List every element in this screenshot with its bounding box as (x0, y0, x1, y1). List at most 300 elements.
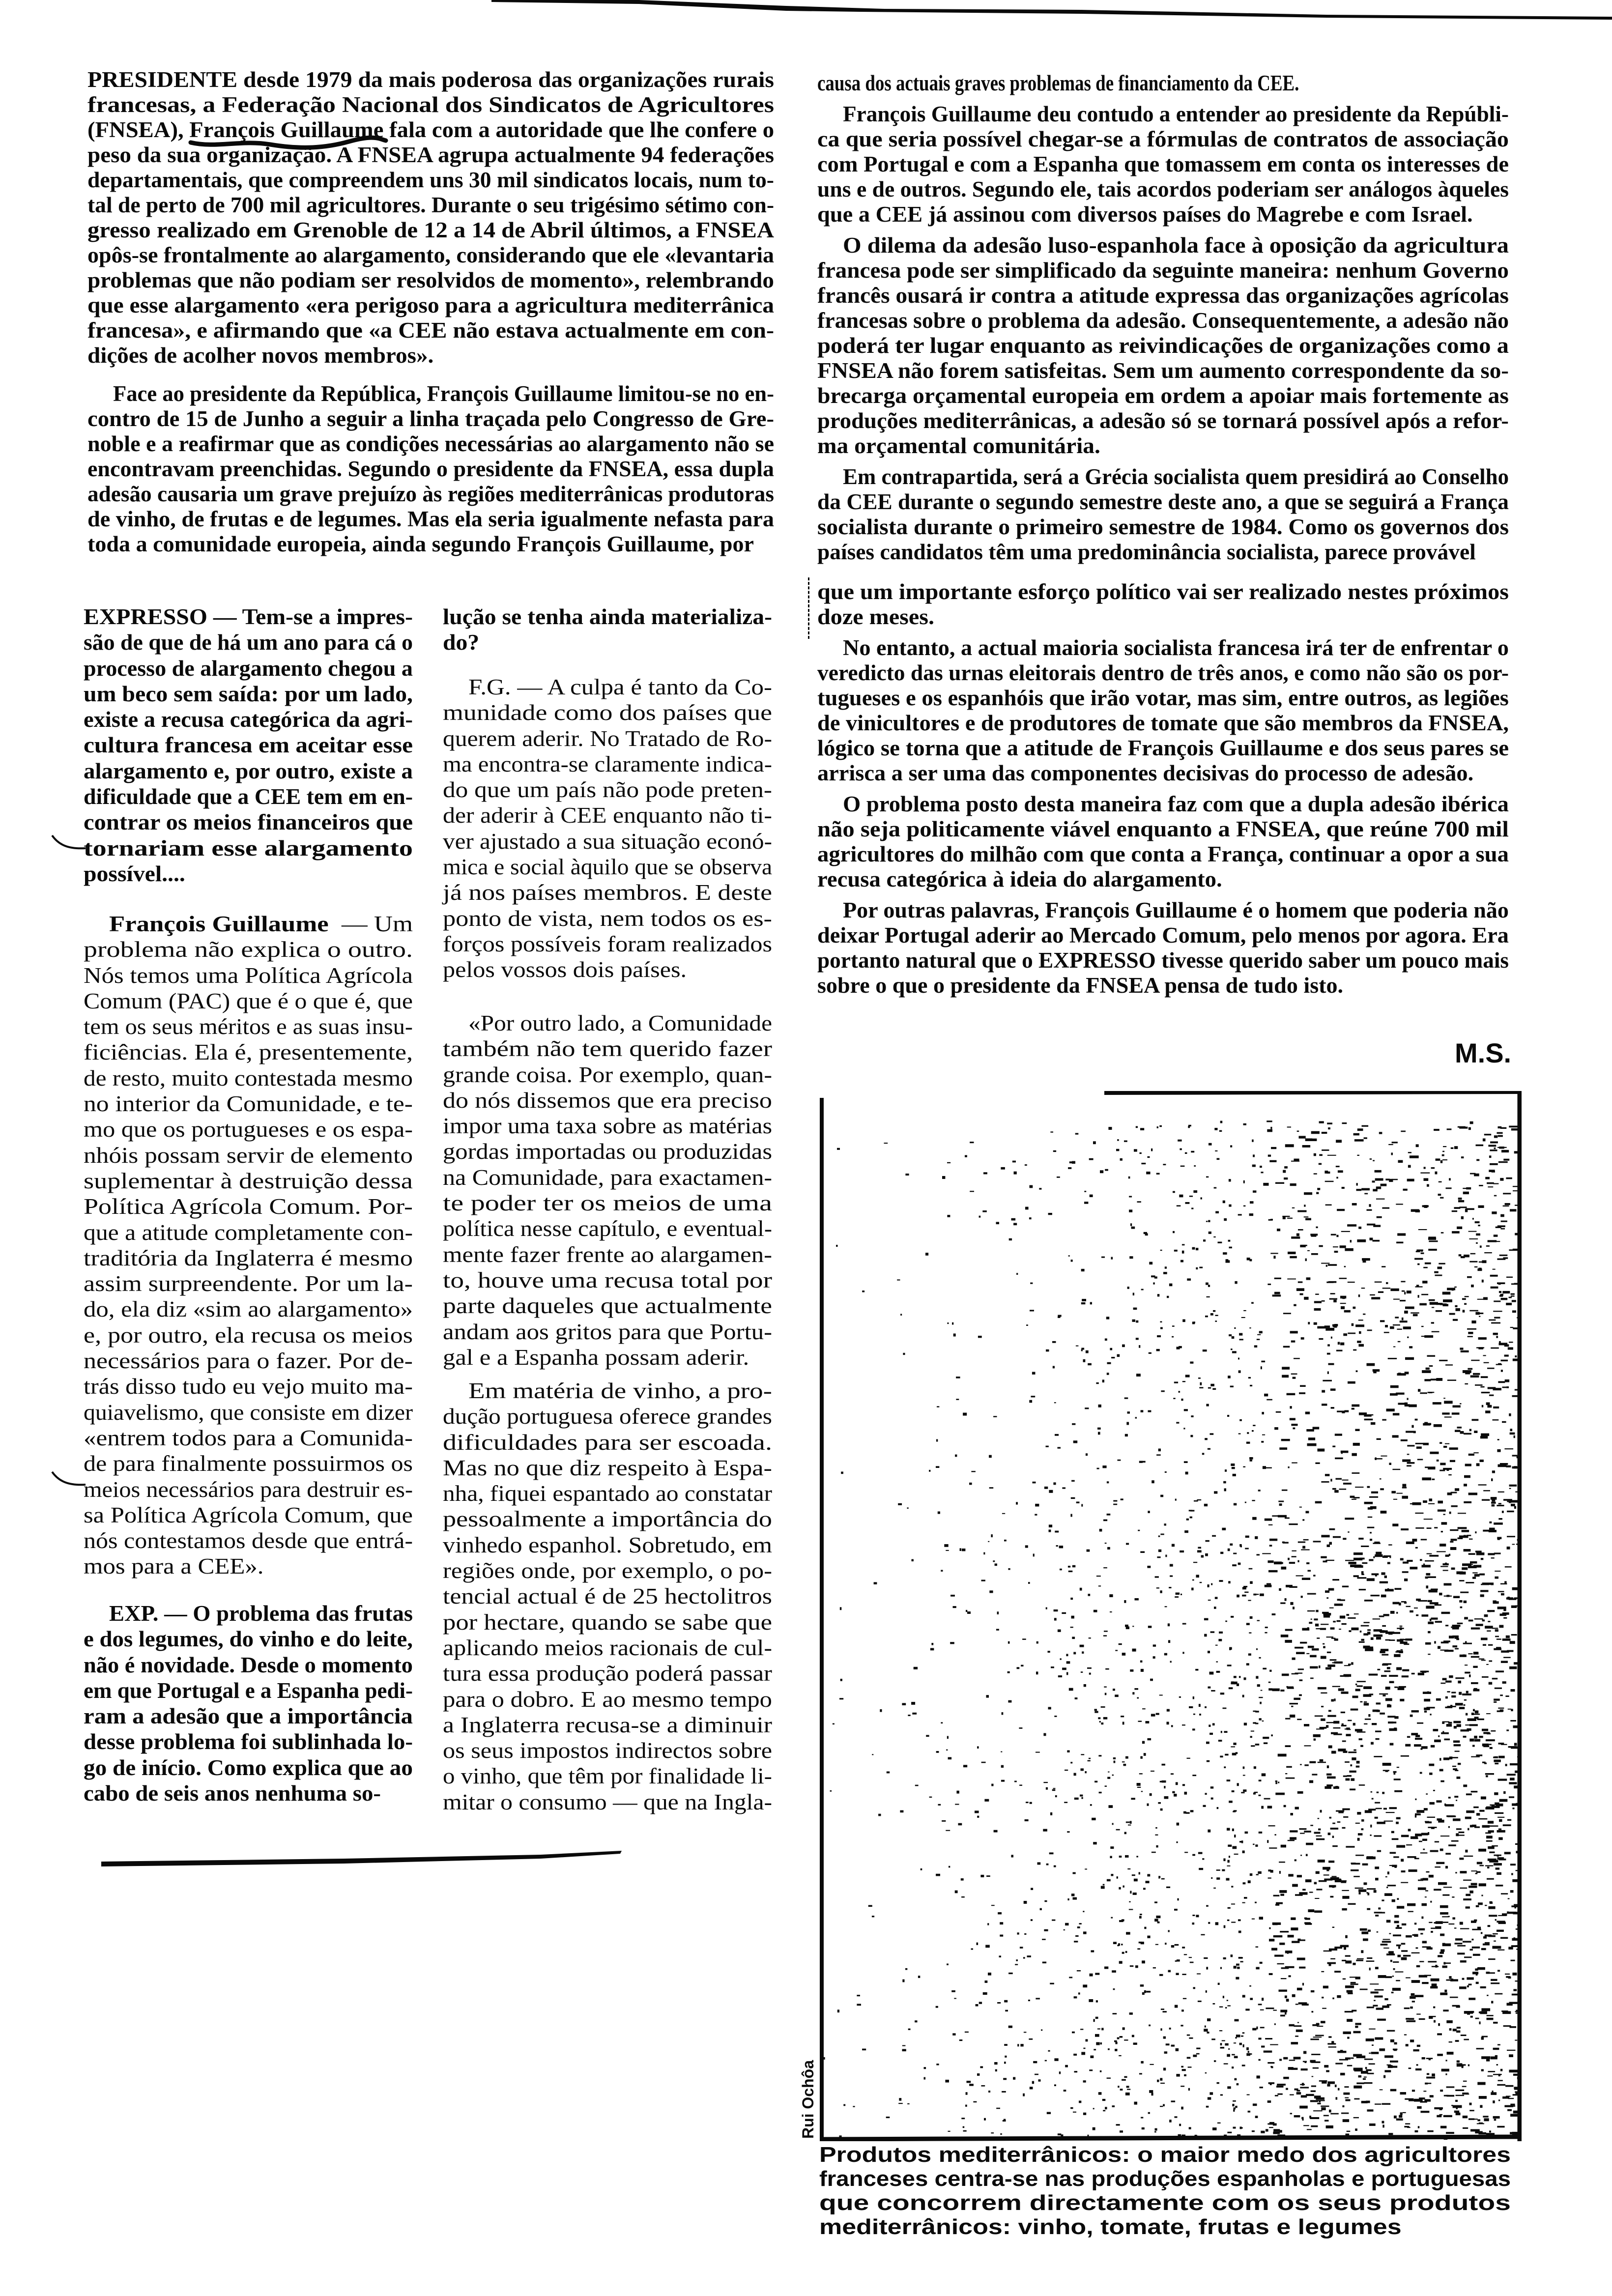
text-line-content: ma encontra-se claramente indica- (443, 751, 773, 776)
intro-paragraph (817, 233, 1509, 459)
text-line-content (109, 911, 413, 937)
text-line-content: causa dos actuais graves problemas de financiamento da CEE. (817, 71, 1299, 95)
intro-paragraph (817, 464, 1509, 565)
text-line-content: deixar Portugal aderir ao Mercado Comum, pelo menos por agora. Era (817, 923, 1509, 947)
text-line-content: do, ela diz «sim ao alargamento» (84, 1296, 413, 1322)
text-line-content: dições de acolher novos membros». (87, 343, 434, 368)
text-line-content: meios necessários para destruir es- (84, 1476, 413, 1502)
text-line (84, 937, 413, 962)
text-line-content: dificuldades para ser escoada. (443, 1429, 772, 1455)
text-line-content: francesa», e afirmando que «a CEE não estava actualmente em con- (87, 318, 775, 343)
text-line (817, 71, 1509, 96)
top-edge-rule (0, 0, 1612, 29)
text-line-content: pelos vossos dois países. (443, 957, 687, 982)
text-line-content: franceses centra-se nas produções espanholas e portuguesas (819, 2167, 1511, 2191)
intro-right-column (817, 71, 1509, 998)
text-line-content: necessários para o fazer. Por de- (84, 1348, 413, 1374)
text-line (443, 1661, 772, 1686)
text-line (817, 333, 1509, 358)
text-line (87, 482, 774, 507)
text-line (443, 1687, 772, 1712)
text-line-content: ficiências. Ela é, presentemente, (84, 1039, 413, 1065)
text-line-content: mo que os portugueses e os espa- (84, 1117, 413, 1142)
text-line-content: do? (443, 630, 480, 655)
text-line (84, 1143, 413, 1168)
photo-grain (823, 1120, 1522, 2140)
text-line-content: «Por outro lado, a Comunidade (468, 1010, 772, 1035)
text-line-content: política nesse capítulo, e eventual- (443, 1216, 772, 1241)
text-line-content: EXP. — O problema das frutas (109, 1601, 413, 1626)
text-line-content: gresso realizado em Grenoble de 12 a 14 de Abril últimos, a FNSEA (87, 218, 774, 242)
text-line-content: no interior da Comunidade, e te- (84, 1091, 413, 1117)
text-line (443, 1242, 772, 1267)
speaker-name: François Guillaume (109, 911, 329, 936)
text-line-content: portanto natural que o EXPRESSO tivesse querido saber um pouco mais (817, 948, 1509, 973)
text-line-content: dução portuguesa oferece grandes (443, 1404, 772, 1429)
text-line (84, 1296, 413, 1322)
text-line-content: francesa pode ser simplificado da seguinte maneira: nenhum Governo (817, 258, 1509, 283)
text-line-content: (FNSEA), François Guillaume fala com a autoridade que lhe confere o (87, 117, 775, 142)
text-line (817, 579, 1509, 604)
text-line-content: contrar os meios financeiros que (84, 809, 413, 835)
text-line (443, 1712, 772, 1738)
text-line (817, 711, 1509, 736)
text-line (87, 67, 774, 92)
text-line-content: der aderir à CEE enquanto não ti- (443, 803, 773, 828)
text-line (817, 923, 1509, 948)
text-line (817, 464, 1509, 489)
text-line (443, 854, 772, 880)
text-line-content: Em contrapartida, será a Grécia socialista quem presidirá ao Conselho (843, 464, 1509, 489)
text-line (84, 1528, 413, 1553)
text-line (817, 761, 1509, 786)
text-line (443, 1532, 772, 1558)
text-line-content: FNSEA não forem satisfeitas. Sem um aumento correspondente da so- (817, 358, 1509, 383)
text-line-content: tencial actual é de 25 hectolitros (443, 1583, 773, 1609)
text-line (87, 268, 774, 293)
text-line (443, 1216, 772, 1241)
intro-paragraph (817, 71, 1509, 96)
text-line (443, 1481, 772, 1506)
text-line-content: da CEE durante o segundo semestre deste ano, a que se seguirá a França (817, 489, 1509, 514)
text-line-content: doze meses. (817, 604, 935, 629)
text-line-content: e dos legumes, do vinho e do leite, (84, 1626, 413, 1652)
text-line-content: traditória da Inglaterra é mesmo (84, 1245, 413, 1270)
text-line (443, 1293, 772, 1319)
text-line-content: adesão causaria um grave prejuízo às regiões mediterrânicas produtoras (87, 482, 774, 506)
text-line (84, 1220, 413, 1245)
text-line (443, 1635, 772, 1661)
text-line (817, 898, 1509, 923)
text-line (443, 1036, 772, 1062)
text-line (443, 957, 772, 982)
text-line-content: pessoalmente a importância do (443, 1506, 772, 1532)
text-line-content: gordas importadas ou produzidas (443, 1139, 773, 1164)
text-line (84, 911, 413, 937)
text-line-content: te poder ter os meios de uma (443, 1190, 772, 1216)
text-line (87, 318, 774, 343)
text-line (84, 1755, 413, 1780)
text-line-content: arrisca a ser uma das componentes decisivas do processo de adesão. (817, 761, 1474, 785)
text-line (84, 1271, 413, 1296)
text-line-content: cultura francesa em aceitar esse (84, 732, 413, 758)
text-line-content: parte daqueles que actualmente (443, 1293, 773, 1319)
text-line-content: vinhedo espanhol. Sobretudo, em (443, 1532, 773, 1557)
text-line (443, 803, 772, 828)
text-line (84, 1553, 413, 1579)
text-line-content: dificuldade que a CEE tem em en- (84, 784, 413, 809)
text-line-content: lógico se torna que a atitude de François Guillaume e dos seus pares se (817, 736, 1509, 760)
text-line (817, 433, 1509, 459)
text-line (87, 193, 774, 218)
text-line-content: produções mediterrânicas, a adesão só se tornará possível após a refor- (817, 408, 1509, 433)
text-line (84, 1065, 413, 1091)
hand-mark (49, 831, 88, 855)
text-line (84, 1703, 413, 1729)
text-line (819, 2215, 1511, 2239)
text-line (443, 1609, 772, 1635)
text-line-content: um beco sem saída: por um lado, (84, 681, 413, 706)
text-line-content: existe a recusa categórica da agri- (84, 707, 413, 732)
text-line-content: Por outras palavras, François Guillaume é o homem que poderia não (843, 898, 1509, 922)
text-line-content: noble e a reafirmar que as condições necessárias ao alargamento não se (87, 431, 775, 456)
text-line-content: tem os seus méritos e as suas insu- (84, 1014, 413, 1039)
text-line (84, 988, 413, 1014)
section-rule (98, 1848, 629, 1867)
text-line (84, 758, 413, 784)
text-line-content: que um importante esforço político vai ser realizado nestes próximos (817, 579, 1509, 604)
text-line-content: regiões onde, por exemplo, o po- (443, 1558, 773, 1583)
text-line (819, 2191, 1511, 2215)
text-line-content: to, houve uma recusa total por (443, 1267, 773, 1292)
text-line-content: nhóis possam servir de elemento (84, 1142, 413, 1168)
text-line (817, 408, 1509, 433)
text-line-content: veredicto das urnas eleitorais dentro de três anos, e como não são os por- (817, 660, 1509, 685)
text-line (84, 1014, 413, 1039)
text-line-content: países candidatos têm uma predominância socialista, parece provável (817, 540, 1476, 564)
text-line (84, 1322, 413, 1348)
text-line-content: francesas sobre o problema da adesão. Consequentemente, a adesão não (817, 308, 1509, 333)
text-line (84, 707, 413, 732)
text-line-content: francesas, a Federação Nacional dos Sindicatos de Agricultores (87, 92, 774, 117)
intro-paragraph (817, 792, 1509, 892)
text-line-content: contro de 15 de Junho a seguir a linha traçada pelo Congresso de Gre- (87, 406, 775, 431)
text-line (443, 1558, 772, 1583)
text-line-content: impor uma taxa sobre as matérias (443, 1113, 773, 1139)
text-line-content: ca que seria possível chegar-se a fórmulas de contratos de associação (817, 127, 1509, 151)
text-line (817, 867, 1509, 892)
text-line (817, 948, 1509, 973)
text-line-content: tornariam esse alargamento (84, 835, 413, 861)
text-line-content: toda a comunidade europeia, ainda segundo François Guillaume, por (87, 532, 754, 556)
text-line (817, 817, 1509, 842)
text-line-content: gal e a Espanha possam aderir. (443, 1344, 749, 1370)
text-line (84, 656, 413, 681)
text-line (84, 1451, 413, 1476)
interview-answer (443, 1010, 772, 1370)
text-line-content: sa Política Agrícola Comum, que (84, 1502, 413, 1527)
text-line-content: «entrem todos para a Comunida- (84, 1425, 413, 1450)
text-line-content: Nós temos uma Política Agrícola (84, 962, 413, 988)
text-line (84, 732, 413, 758)
text-line (84, 604, 413, 630)
text-line-content: munidade como dos países que (443, 700, 773, 725)
photo-credit: Rui Ochôa (799, 2060, 817, 2139)
text-line (84, 1425, 413, 1451)
interview-answer (443, 1378, 772, 1815)
text-line (87, 343, 774, 368)
text-line (84, 963, 413, 988)
text-line (84, 630, 413, 655)
text-line-content: O problema posto desta maneira faz com que a dupla adesão ibérica (843, 792, 1509, 816)
text-line-content: brecarga orçamental europeia em ordem a apoiar mais fortemente as (817, 383, 1509, 408)
text-line (817, 127, 1509, 152)
text-line (443, 1113, 772, 1139)
text-line (443, 1404, 772, 1429)
text-line (84, 1678, 413, 1703)
text-line (87, 293, 774, 318)
text-line (84, 1729, 413, 1754)
text-line (443, 906, 772, 931)
text-line (443, 1455, 772, 1481)
text-line (817, 842, 1509, 867)
text-line (443, 880, 772, 905)
interview-answer (84, 911, 413, 1579)
text-line (84, 835, 413, 861)
text-line (443, 1430, 772, 1455)
text-line (817, 515, 1509, 540)
text-line (84, 1168, 413, 1194)
text-line (84, 809, 413, 835)
text-line (817, 660, 1509, 686)
text-line-content: Face ao presidente da República, François Guillaume limitou-se no en- (113, 381, 774, 406)
text-line-content: agricultores do milhão com que conta a França, continuar a opor a sua (817, 842, 1509, 866)
text-line-content: mitar o consumo — que na Ingla- (443, 1789, 773, 1814)
interview-question-continued (443, 604, 772, 656)
text-line-content: com Portugal e com a Espanha que tomassem em conta os interesses de (817, 152, 1509, 176)
text-line-content: já nos países membros. E deste (443, 880, 773, 905)
text-line (443, 1789, 772, 1815)
text-line (443, 1190, 772, 1216)
text-line-content: recusa categórica à ideia do alargamento. (817, 867, 1222, 891)
text-line (817, 973, 1509, 998)
text-line-content: F.G. — A culpa é tanto da Co- (468, 674, 772, 699)
text-line (87, 507, 774, 532)
text-line (817, 102, 1509, 127)
margin-mark (808, 577, 809, 639)
text-line-content: tura essa produção poderá passar (443, 1661, 773, 1686)
text-line (443, 751, 772, 777)
text-line-content: Em matéria de vinho, a pro- (468, 1378, 773, 1403)
text-line (84, 1601, 413, 1626)
text-line-content: cabo de seis anos nenhuma so- (84, 1780, 381, 1806)
text-line-content: na Comunidade, para exactamen- (443, 1164, 773, 1190)
text-line-content: nha, fiquei espantado ao constatar (443, 1481, 773, 1506)
text-line (817, 308, 1509, 333)
photo-caption (819, 2143, 1511, 2239)
author-signature: M.S. (1455, 1037, 1512, 1068)
text-line (443, 1165, 772, 1190)
text-line (817, 358, 1509, 383)
text-line-content: processo de alargamento chegou a (84, 655, 413, 681)
text-line-content: o vinho, que têm por finalidade li- (443, 1763, 772, 1789)
text-line-content: não é novidade. Desde o momento (84, 1652, 413, 1677)
text-line (84, 1091, 413, 1117)
text-line (443, 1088, 772, 1113)
text-line (84, 1039, 413, 1065)
intro-paragraph (87, 67, 774, 368)
text-line (817, 202, 1509, 227)
text-line-content: também não tem querido fazer (443, 1036, 772, 1062)
text-line (84, 1245, 413, 1271)
answer-text: — Um (342, 911, 413, 936)
text-line-content: go de início. Como explica que ao (84, 1754, 413, 1780)
text-line (819, 2143, 1511, 2167)
text-line-content: francês ousará ir contra a atitude expressa das organizações agrícolas (817, 283, 1509, 308)
text-line (443, 674, 772, 700)
text-line-content: mos para a CEE». (84, 1553, 264, 1579)
text-line (817, 686, 1509, 711)
text-line-content: Política Agrícola Comum. Por- (84, 1194, 413, 1219)
text-line-content: sobre o que o presidente da FNSEA pensa de tudo isto. (817, 973, 1344, 998)
text-line-content: ponto de vista, nem todos os es- (443, 905, 772, 931)
text-line (84, 1374, 413, 1399)
text-line-content: em que Portugal e a Espanha pedi- (84, 1677, 413, 1703)
intro-paragraph (817, 102, 1509, 227)
hand-mark (49, 1467, 88, 1492)
text-line (87, 457, 774, 482)
text-line-content: departamentais, que compreendem uns 30 mil sindicatos locais, num to- (87, 168, 774, 192)
text-line-content: que a CEE já assinou com diversos países do Magrebe e com Israel. (817, 202, 1473, 227)
text-line-content: para o dobro. E ao mesmo tempo (443, 1686, 772, 1712)
text-line (84, 681, 413, 707)
text-line-content: do nós dissemos que era preciso (443, 1087, 772, 1113)
handwritten-underline (187, 134, 393, 153)
text-line-content: tal de perto de 700 mil agricultores. Durante o seu trigésimo sétimo con- (87, 193, 775, 217)
interview-question (84, 604, 413, 887)
text-line (84, 1626, 413, 1652)
text-line (87, 218, 774, 243)
text-line-content: socialista durante o primeiro semestre de 1984. Como os governos dos (817, 515, 1509, 539)
text-line (443, 1010, 772, 1036)
text-line-content: lução se tenha ainda materializa- (443, 604, 772, 629)
text-line-content: ram a adesão que a importância (84, 1703, 413, 1729)
text-line-content: mediterrânicos: vinho, tomate, frutas e legumes (819, 2215, 1402, 2239)
text-line-content: possível.... (84, 861, 185, 886)
text-line (817, 736, 1509, 761)
text-line-content: tugueses e os espanhóis que irão votar, mas sim, entre outros, as legiões (817, 686, 1509, 710)
text-line-content: peso da sua organização. A FNSEA agrupa actualmente 94 federações (87, 143, 775, 167)
text-line (443, 700, 772, 725)
text-line (87, 431, 774, 457)
text-line-content: desse problema foi sublinhada lo- (84, 1729, 413, 1754)
intro-paragraph (817, 579, 1509, 630)
text-line-content: No entanto, a actual maioria socialista francesa irá ter de enfrentar o (843, 635, 1509, 660)
text-line (817, 604, 1509, 630)
text-line (84, 1194, 413, 1219)
text-line-content: não seja politicamente viável enquanto a FNSEA, que reúne 700 mil (817, 817, 1509, 841)
text-line (84, 1400, 413, 1425)
intro-paragraph (817, 898, 1509, 998)
text-line (817, 383, 1509, 408)
text-line (443, 1345, 772, 1370)
text-line-content: uns e de outros. Segundo ele, tais acordos poderiam ser análogos àqueles (817, 177, 1509, 201)
text-line (817, 489, 1509, 515)
text-line (443, 1763, 772, 1789)
text-line (443, 829, 772, 854)
text-line (87, 243, 774, 268)
text-line (443, 1583, 772, 1609)
text-line-content: que concorrem directamente com os seus produtos (819, 2191, 1511, 2215)
text-line-content: os seus impostos indirectos sobre (443, 1738, 773, 1763)
text-line (87, 168, 774, 193)
text-line (443, 1062, 772, 1088)
text-line (443, 1319, 772, 1345)
text-line (443, 1139, 772, 1164)
text-line-content: mente fazer frente ao alargamen- (443, 1241, 772, 1267)
text-line (819, 2167, 1511, 2191)
text-line (817, 258, 1509, 283)
interview-answer (443, 674, 772, 983)
text-line (443, 1378, 772, 1404)
text-line-content: a Inglaterra recusa-se a diminuir (443, 1712, 773, 1737)
text-line (817, 233, 1509, 258)
interview-question (84, 1601, 413, 1806)
text-line-content: andam aos gritos para que Portu- (443, 1319, 773, 1344)
text-line-content: de vinicultores e de produtores de tomate que são membros da FNSEA, (817, 711, 1509, 735)
text-line (443, 1738, 772, 1763)
text-line-content: François Guillaume deu contudo a entender ao presidente da Repúbli- (843, 102, 1509, 126)
text-line (817, 792, 1509, 817)
text-line-content: Comum (PAC) que é o que é, que (84, 988, 413, 1013)
text-line (443, 777, 772, 803)
text-line-content: que a atitude completamente con- (84, 1219, 413, 1245)
text-line-content: nós contestamos desde que entrá- (84, 1528, 413, 1553)
text-line-content: alargamento e, por outro, existe a (84, 758, 413, 783)
intro-paragraph (817, 635, 1509, 786)
intro-paragraph (87, 381, 774, 557)
text-line-content: assim surpreendente. Por um la- (84, 1271, 413, 1296)
text-line (443, 604, 772, 630)
text-line (87, 532, 774, 557)
text-line-content: Mas no que diz respeito à Espa- (443, 1455, 772, 1480)
text-line (84, 1117, 413, 1142)
text-line-content: encontravam preenchidas. Segundo o presidente da FNSEA, essa dupla (87, 457, 775, 481)
text-line (87, 406, 774, 431)
text-line-content: EXPRESSO — Tem-se a impres- (84, 604, 413, 629)
text-line (817, 152, 1509, 177)
text-line-content: aplicando meios racionais de cul- (443, 1635, 773, 1660)
text-line-content: do que um país não pode preten- (443, 777, 772, 803)
text-line-content: problema não explica o outro. (84, 937, 413, 962)
text-line (817, 635, 1509, 660)
text-line-content: poderá ter lugar enquanto as reivindicações de organizações como a (817, 333, 1509, 358)
text-line-content: trás disso tudo eu vejo muito ma- (84, 1374, 413, 1399)
text-line-content: de para finalmente possuirmos os (84, 1451, 413, 1476)
text-line-content: de vinho, de frutas e de legumes. Mas ela seria igualmente nefasta para (87, 507, 774, 531)
text-line-content: de resto, muito contestada mesmo (84, 1065, 413, 1091)
text-line (84, 1502, 413, 1528)
text-line (84, 1652, 413, 1678)
text-line-content: ma orçamental comunitária. (817, 433, 1100, 458)
text-line-content: são de que de há um ano para cá o (84, 630, 413, 655)
text-line-content: ver ajustado a sua situação econó- (443, 828, 772, 854)
text-line-content: PRESIDENTE desde 1979 da mais poderosa das organizações rurais (87, 67, 774, 92)
text-line-content: O dilema da adesão luso-espanhola face à oposição da agricultura (843, 233, 1509, 258)
text-line (84, 784, 413, 809)
text-line (87, 381, 774, 406)
text-line (87, 92, 774, 117)
